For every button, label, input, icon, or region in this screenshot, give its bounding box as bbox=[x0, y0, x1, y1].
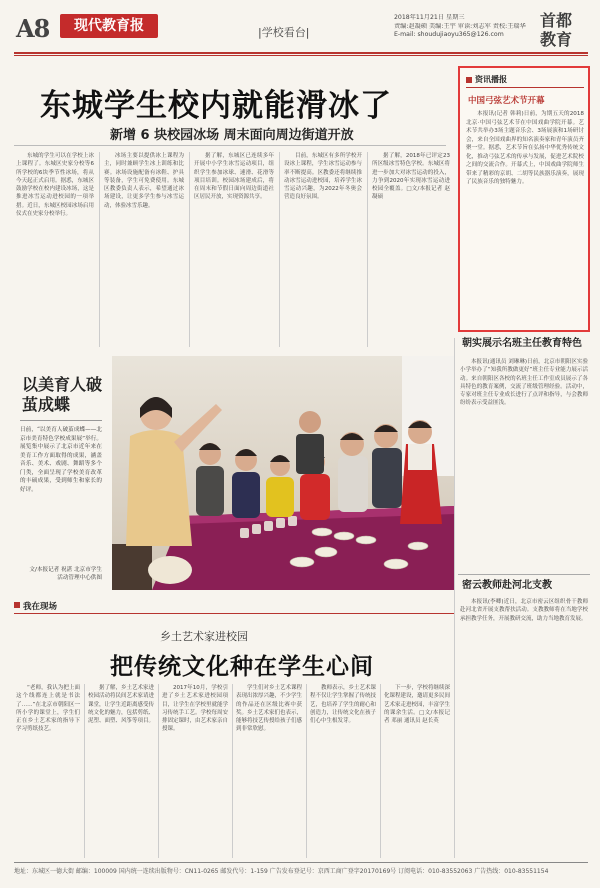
on-site-tag: 我在现场 bbox=[14, 600, 57, 612]
column-divider bbox=[454, 338, 455, 858]
square-bullet-icon bbox=[14, 602, 20, 608]
email-line: E-mail: shoudujiaoyu365@126.com bbox=[394, 31, 504, 38]
footer-rule bbox=[14, 862, 588, 863]
bottom-column-2: 据了解，乡土艺术家进校园活动将民间艺术家请进课堂，让学生近距离感受传统文化的魅力，包括剪纸、泥塑、面塑、风筝等项目。 bbox=[88, 685, 154, 725]
news-brief-tag: 资讯播报 bbox=[466, 74, 584, 88]
paper-logo: 现代教育报 bbox=[60, 14, 158, 38]
footer-info: 地址：东城区一德大街 邮编：100009 国内统一连续出版物号：CN11-0265 邮发代号：1-159 广告发布登记号：京西工商广登字20170169号 订阅电话：010-83552063 广告热线：010-83551154 bbox=[14, 868, 549, 875]
bottom-column-1: “老师，我认为把上面这个线都连上就是书法了……”在北京市朝阳区一所小学的课堂上，学生们正在乡土艺术家的指导下学习剪纸技艺。 bbox=[16, 685, 80, 733]
article-column-1: 东城的学生可以在学校上冰上课程了。东城区史家分校等6所学校的6块季节性冰场，将从今天起正式启用。据悉，东城区鼓励学校在校内建设冰场，这是推进冰雪运动进校园的一项举措。近日，东城区校园冰场启用仪式在史家分校举行。 bbox=[16, 153, 94, 218]
column-divider bbox=[380, 684, 381, 858]
right-article-divider bbox=[458, 574, 590, 575]
news-brief-title: 中国弓弦艺术节开幕 bbox=[468, 96, 545, 106]
bottom-column-5: 教师表示，乡土艺术课程不仅让学生掌握了传统技艺，也培养了学生的耐心和创造力，让传统文化在孩子们心中生根发芽。 bbox=[310, 685, 376, 725]
column-divider bbox=[99, 152, 100, 347]
column-divider bbox=[232, 684, 233, 858]
header-info bbox=[394, 14, 552, 40]
masthead-rule-thin bbox=[14, 55, 588, 56]
column-divider bbox=[158, 684, 159, 858]
bottom-column-3: 2017年10月，学校引进了乡土艺术家进校园项目，让学生在学校里就能学习传统手工艺。学校每周安排固定课时，由艺术家亲自授课。 bbox=[162, 685, 228, 733]
headline-divider bbox=[14, 145, 446, 146]
right-article-2-title: 密云教师赴河北支教 bbox=[462, 580, 552, 591]
edition-label bbox=[540, 11, 598, 49]
main-headline: 东城学生校内就能滑冰了 bbox=[40, 88, 392, 124]
editor-line: 责编:赵凝硕 美编:王宇 审读:刘志军 责校:王瑞华 bbox=[394, 22, 526, 30]
right-article-1-title: 朝实展示名班主任教育特色 bbox=[462, 338, 582, 349]
bottom-column-6: 下一步，学校将继续深化课程建设，邀请更多民间艺术家走进校园，丰富学生的课余生活。□文/本报记者 邓丽 通讯员 赵长英 bbox=[384, 685, 450, 725]
feature-byline: 文/本报记者 祝湛 北京市学生活动管理中心供图 bbox=[29, 567, 102, 581]
section-name: |学校看台| bbox=[258, 26, 310, 39]
main-subhead: 新增 6 块校园冰场 周末面向周边街道开放 bbox=[110, 128, 354, 143]
news-brief-box bbox=[458, 66, 590, 332]
article-column-2: 冰场主要以提供冰上课程为主，同时兼顾学生冰上训练和比赛。冰场设施配备有冰鞋、护具等装备，学生可免费使用。东城区教委负责人表示，希望通过冰场建设，让更多学生参与冰雪运动，体验冰雪乐趣。 bbox=[104, 153, 184, 209]
edition-line-1: 首都 bbox=[540, 11, 573, 30]
news-brief-body: 本报讯(记者 韩莉)日前，为期五天的2018北京·中国弓弦艺术节在中国戏曲学院开幕。艺术节共举办3场主题音乐会、3场展演和1场研讨会，来自全国戏曲界的知名演奏家和青年演员齐聚一堂。据悉，艺术节旨在弘扬中华优秀传统文化，推动弓弦艺术的传承与发展，促进艺术院校之间的交流合作。开幕式上，中国戏曲学院师生带来了精彩的京胡、二胡等民族器乐演奏，展现了民族音乐的独特魅力。 bbox=[466, 111, 584, 185]
column-divider bbox=[189, 152, 190, 347]
column-divider bbox=[279, 152, 280, 347]
page-number: A8 bbox=[16, 14, 50, 43]
bottom-section-rule bbox=[14, 613, 454, 614]
column-divider bbox=[84, 684, 85, 858]
bottom-column-4: 学生们对乡土艺术课程表现出浓厚兴趣，不少学生的作品还在区级比赛中获奖。乡土艺术家们也表示，能够将技艺传授给孩子们感到非常欣慰。 bbox=[236, 685, 302, 733]
event-photo bbox=[112, 356, 454, 590]
date-line: 2018年11月21日 星期三 bbox=[394, 14, 465, 21]
column-divider bbox=[367, 152, 368, 347]
bottom-headline: 把传统文化种在学生心间 bbox=[110, 653, 374, 680]
right-article-2-body: 本报讯(李卿)近日，北京市密云区组织骨干教师赴河北省开展支教帮扶活动。支教教师将在当地学校承担教学任务，开展教研交流，助力当地教育发展。 bbox=[460, 599, 588, 622]
masthead-rule bbox=[14, 52, 588, 54]
article-column-5: 据了解，2018年已评定23所区级冰雪特色学校。东城区将进一步加大对冰雪运动的投入，力争到2020年实现冰雪运动进校园全覆盖。□文/本报记者 赵凝硕 bbox=[372, 153, 450, 201]
right-article-1-body: 本报讯(通讯员 刘琳琳)日前，北京市朝阳区实验小学举办了“知我所教做更好”班主任专业能力展示活动。来自朝阳区各校的名班主任工作室成员展示了各具特色的教育案例，交流了班级管理经验。活动中，专家对班主任专业成长进行了点评和指导，与会教师纷纷表示受益匪浅。 bbox=[460, 359, 588, 407]
article-column-4: 目前，东城区有多所学校开设冰上课程，学生冰雪运动参与率不断提高。区教委还将继续推动冰雪运动进校园，培养学生冰雪运动兴趣，为2022年冬奥会营造良好氛围。 bbox=[284, 153, 362, 201]
column-divider bbox=[306, 684, 307, 858]
bottom-subhead: 乡土艺术家进校园 bbox=[160, 630, 248, 643]
square-bullet-icon bbox=[466, 77, 472, 83]
tea-ceremony-photo bbox=[112, 356, 454, 590]
feature-title: 以美育人破茧成蝶 bbox=[22, 375, 103, 414]
feature-body: 日前，“以美育人破茧成蝶——北京市美育特色学校成果展”举行。展览集中展示了北京市近年来在美育工作方面取得的成果，涵盖音乐、美术、戏剧、舞蹈等多个门类，全面呈现了学校美育改革的丰硕成果，受到师生和家长的好评。 bbox=[20, 427, 102, 493]
article-column-3: 据了解，东城区已连续多年开展中小学生冰雪运动项目，组织学生参加冰球、速滑、花滑等项目培训。校园冰场建成后，将在周末和节假日面向周边街道社区居民开放，实现资源共享。 bbox=[194, 153, 274, 201]
feature-divider bbox=[20, 420, 102, 421]
edition-line-2: 教育 bbox=[540, 30, 573, 49]
